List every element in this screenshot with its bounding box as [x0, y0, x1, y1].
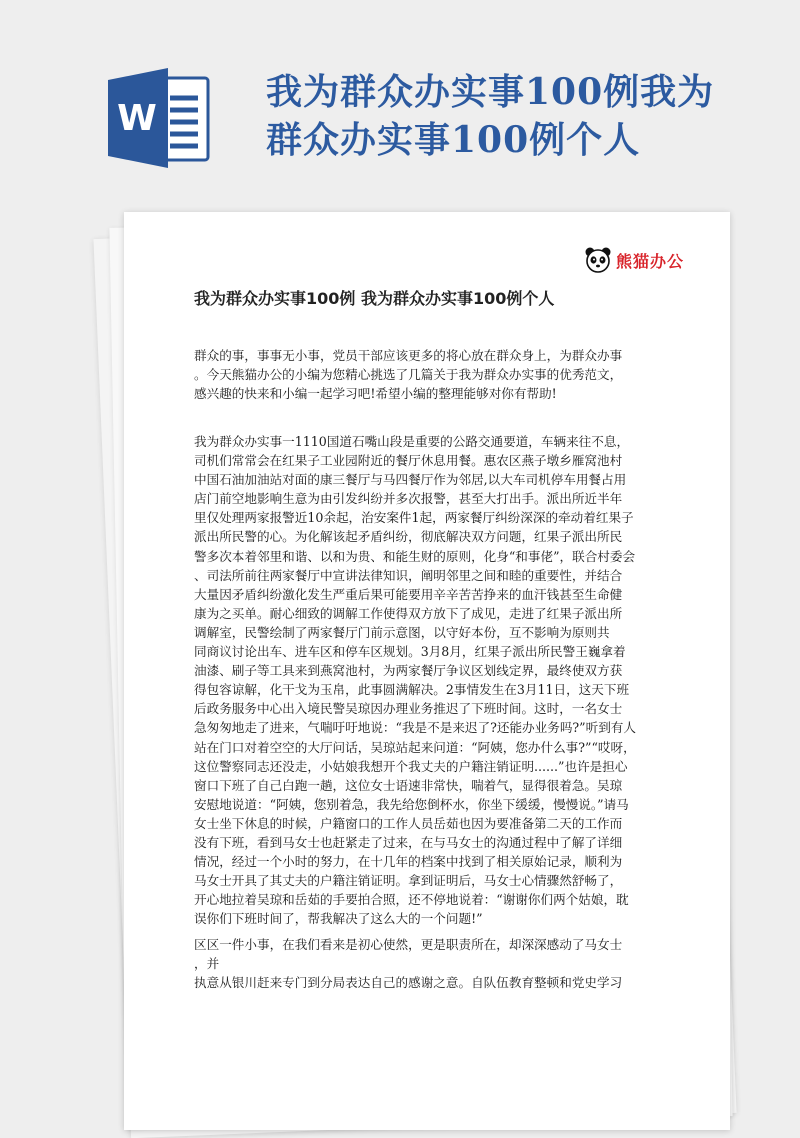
paragraph-line: 。今天熊猫办公的小编为您精心挑选了几篇关于我为群众办实事的优秀范文，: [194, 367, 623, 383]
paragraph-line: 窗口下班了自己白跑一趟，这位女士语速非常快，喘着气，显得很着急。吴琼: [194, 777, 623, 793]
intro-paragraph: [194, 346, 666, 403]
paragraph-line: 急匆匆地走了进来，气喘吁吁地说：“我是不是来迟了?还能办业务吗?”听到有人: [194, 720, 636, 736]
paragraph-line: 没有下班，看到马女士也赶紧走了过来，在与马女士的沟通过程中了解了详细: [194, 834, 623, 850]
paragraph-line: 情况，经过一个小时的努力，在十几年的档案中找到了相关原始记录，顺利为: [194, 854, 623, 870]
paragraph-line: 得包容谅解，化干戈为玉帛，此事圆满解决。2事情发生在3月11日，这天下班: [194, 682, 630, 698]
paragraph-line: 这位警察同志还没走，小姑娘我想开个我丈夫的户籍注销证明......”也许是担心: [194, 758, 628, 774]
brand-name: 熊猫办公: [615, 251, 684, 271]
paragraph-line: 调解室，民警绘制了两家餐厅门前示意图，以守好本份，互不影响为原则共: [194, 624, 610, 640]
paragraph-line: 开心地拉着吴琼和岳茹的手要拍合照，还不停地说着：“谢谢你们两个姑娘，耽: [194, 892, 629, 908]
main-paragraph: [194, 432, 666, 928]
paragraph-line: 大量因矛盾纠纷激化发生严重后果可能要用辛辛苦苦挣来的血汗钱甚至生命健: [194, 586, 623, 602]
paragraph-line: 中国石油加油站对面的康三餐厅与马四餐厅作为邻居,以大车司机停车用餐占用: [194, 472, 627, 488]
document-title: [266, 68, 766, 164]
paragraph-line: 马女士开具了其丈夫的户籍注销证明。拿到证明后，马女士心情骤然舒畅了，: [194, 873, 623, 889]
document-title-line-1: 我为群众办实事100例我为: [266, 71, 715, 113]
paragraph-line: 、司法所前往两家餐厅中宣讲法律知识，阐明邻里之间和睦的重要性，并结合: [194, 567, 623, 583]
paragraph-line: ，并: [194, 956, 220, 972]
brand-logo: [584, 245, 684, 275]
svg-text:W: W: [117, 98, 157, 139]
paragraph-line: 执意从银川赶来专门到分局表达自己的感谢之意。自队伍教育整顿和党史学习: [194, 975, 623, 991]
paragraph-line: 安慰地说道：“阿姨，您别着急，我先给您倒杯水，你坐下缓缓，慢慢说。”请马: [194, 796, 629, 812]
paragraph-line: 店门前空地影响生意为由引发纠纷并多次报警，甚至大打出手。派出所近半年: [194, 491, 623, 507]
paragraph-line: 油漆、刷子等工具来到燕窝池村，为两家餐厅争议区划线定界，最终使双方获: [194, 663, 623, 679]
paragraph-line: 女士坐下休息的时候，户籍窗口的工作人员岳茹也因为要准备第二天的工作而: [194, 815, 623, 831]
paragraph-line: 同商议讨论出车、进车区和停车区规划。3月8月，红果子派出所民警王巍拿着: [194, 644, 626, 660]
paragraph-line: 我为群众办实事一1110国道石嘴山段是重要的公路交通要道，车辆来往不息，: [194, 434, 630, 449]
paragraph-line: 群众的事，事事无小事，党员干部应该更多的将心放在群众身上，为群众办事: [194, 348, 623, 363]
page-title: 我为群众办实事100例 我为群众办实事100例个人: [194, 289, 555, 308]
paragraph-line: 感兴趣的快来和小编一起学习吧!希望小编的整理能够对你有帮助!: [194, 386, 557, 402]
paragraph-line: 区区一件小事，在我们看来是初心使然，更是职责所在，却深深感动了马女士: [194, 937, 623, 952]
panda-logo-icon: [584, 246, 612, 274]
paragraph-line: 康为之买单。耐心细致的调解工作使得双方放下了成见，走进了红果子派出所: [194, 605, 623, 621]
paragraph-line: 站在门口对着空空的大厅问话，吴琼站起来问道：“阿姨，您办什么事?”“哎呀，: [194, 739, 636, 755]
word-document-icon: [106, 64, 212, 172]
paragraph-line: 误你们下班时间了，帮我解决了这么大的一个问题!”: [194, 911, 483, 927]
document-page: [124, 212, 730, 1130]
paragraph-line: 派出所民警的心。为化解该起矛盾纠纷，彻底解决双方问题，红果子派出所民: [194, 529, 623, 545]
paragraph-line: 里仅处理两家报警近10余起，治安案件1起，两家餐厅纠纷深深的牵动着红果子: [194, 510, 634, 526]
paragraph-line: 警多次本着邻里和谐、以和为贵、和能生财的原则，化身“和事佬”，联合村委会: [194, 548, 636, 564]
paragraph-line: 后政务服务中心出入境民警吴琼因办理业务推迟了下班时间。这时，一名女士: [194, 701, 623, 717]
document-title-line-2: 群众办实事100例个人: [266, 119, 641, 161]
closing-paragraph: [194, 935, 666, 992]
paragraph-line: 司机们常常会在红果子工业园附近的餐厅休息用餐。惠农区燕子墩乡雁窝池村: [194, 453, 623, 469]
